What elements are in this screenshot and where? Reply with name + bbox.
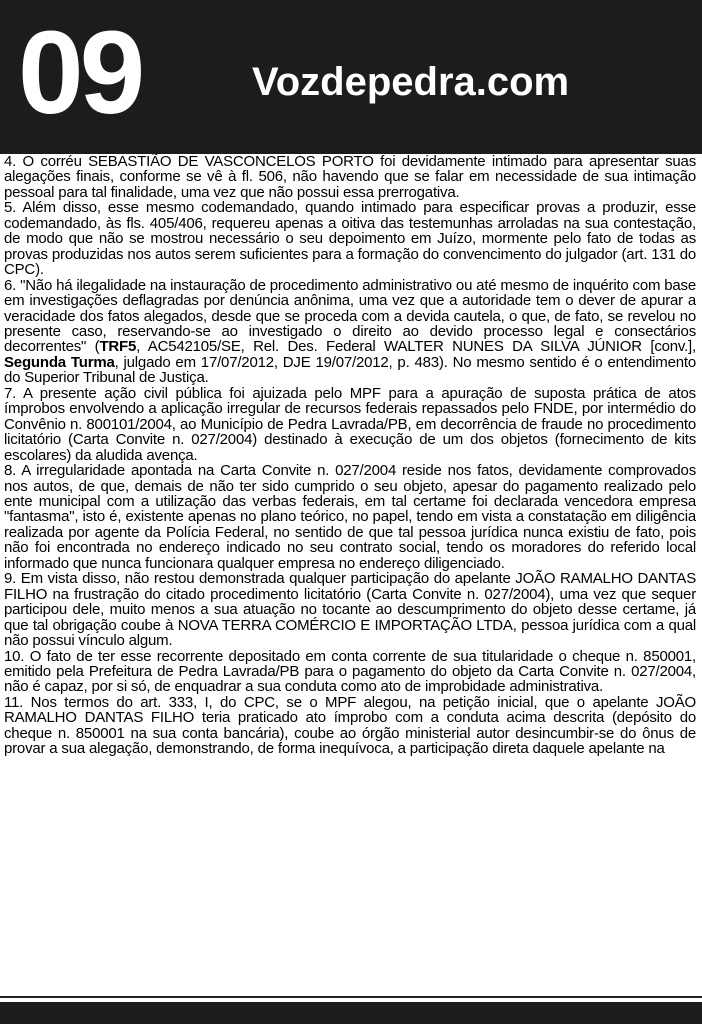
paragraph-8: 8. A irregularidade apontada na Carta Convite n. 027/2004 reside nos fatos, devidamente comprovados nos autos, de que, demais de não ter sido cumprido o seu objeto, apesar do pagamento realizado pelo ente municipal com a utilização das verbas federais, em tal certame foi declarada vencedora empresa "fantasma", isto é, existente apenas no plano teórico, no papel, tendo em vista a constatação em diligência realizada por agente da Polícia Federal, no sentido de que tal pessoa jurídica nunca existiu de fato, pois não foi encontrada no endereço indicado no seu contrato social, tendo os moradores do referido local informado que nunca funcionara qualquer empresa no endereço diligenciado. <box>4 462 696 572</box>
footer-rule <box>0 996 702 998</box>
paragraph-5: 5. Além disso, esse mesmo codemandado, quando intimado para especificar provas a produzir, esse codemandado, às fls. 405/406, requereu apenas a oitiva das testemunhas arroladas na sua contestação, de modo que não se mostrou necessário o seu depoimento em Juízo, mormente pelo fato de todas as provas produzidas nos autos serem suficientes para a formação do convencimento do julgador (art. 131 do CPC). <box>4 199 696 279</box>
paragraph-6-panel: Segunda Turma <box>4 353 115 371</box>
paragraph-6-text-a: 6. "Não há ilegalidade na instauração de procedimento administrativo ou até mesmo de inquérito com base em investigações deflagradas por denúncia anônima, uma vez que a autoridade tem o dever de apurar a veracidade dos fatos alegados, desde que se proceda com a devida cautela, o que, de fato, se revelou no presente caso, reservando-se ao investigado o direito ao devido processo legal e consectários decorrentes" ( <box>4 276 696 356</box>
paragraph-6 <box>4 278 696 386</box>
document-body <box>4 154 696 994</box>
page-number: 09 <box>18 7 142 139</box>
page-footer <box>0 1002 702 1024</box>
paragraph-7: 7. A presente ação civil pública foi ajuizada pelo MPF para a apuração de suposta prática de atos ímprobos envolvendo a aplicação irregular de recursos federais repassados pelo FNDE, por intermédio do Convênio n. 800101/2004, ao Município de Pedra Lavrada/PB, em decorrência de fraude no procedimento licitatório (Carta Convite n. 027/2004) destinado à execução de um dos objetos (fornecimento de kits escolares) da aludida avença. <box>4 384 696 464</box>
paragraph-4: 4. O corréu SEBASTIÃO DE VASCONCELOS PORTO foi devidamente intimado para apresentar suas alegações finais, conforme se vê à fl. 506, não havendo que se falar em necessidade de sua intimação pessoal para tal finalidade, uma vez que não possui essa prerrogativa. <box>4 154 696 201</box>
paragraph-6-text-c: , AC542105/SE, Rel. Des. Federal WALTER NUNES DA SILVA JÚNIOR [conv.], <box>136 338 696 356</box>
paragraph-9: 9. Em vista disso, não restou demonstrada qualquer participação do apelante JOÃO RAMALHO DANTAS FILHO na frustração do citado procedimento licitatório (Carta Convite n. 027/2004), uma vez que sequer participou dele, muito menos a sua atuação no tocante ao descumprimento do objeto desse certame, já que tal obrigação coube à NOVA TERRA COMÉRCIO E IMPORTAÇÃO LTDA, pessoa jurídica com a qual não possui vínculo algum. <box>4 570 696 650</box>
paragraph-11: 11. Nos termos do art. 333, I, do CPC, se o MPF alegou, na petição inicial, que o apelante JOÃO RAMALHO DANTAS FILHO teria praticado ato ímprobo com a conduta acima descrita (depósito do cheque n. 850001 na sua conta bancária), coube ao órgão ministerial autor desincumbir-se do ônus de provar a sua alegação, demonstrando, de forma inequívoca, a participação direta daquele apelante na <box>4 693 696 758</box>
page-header <box>0 0 702 154</box>
site-name: Vozdepedra.com <box>252 60 570 104</box>
paragraph-10: 10. O fato de ter esse recorrente depositado em conta corrente de sua titularidade o cheque n. 850001, emitido pela Prefeitura de Pedra Lavrada/PB para o pagamento do objeto da Carta Convite n. 027/2004, não é capaz, por si só, de enquadrar a sua conduta como ato de improbidade administrativa. <box>4 647 696 696</box>
paragraph-6-court: TRF5 <box>99 338 137 356</box>
paragraph-6-text-e: , julgado em 17/07/2012, DJE 19/07/2012, p. 483). No mesmo sentido é o entendimento do Superior Tribunal de Justiça. <box>4 353 696 387</box>
